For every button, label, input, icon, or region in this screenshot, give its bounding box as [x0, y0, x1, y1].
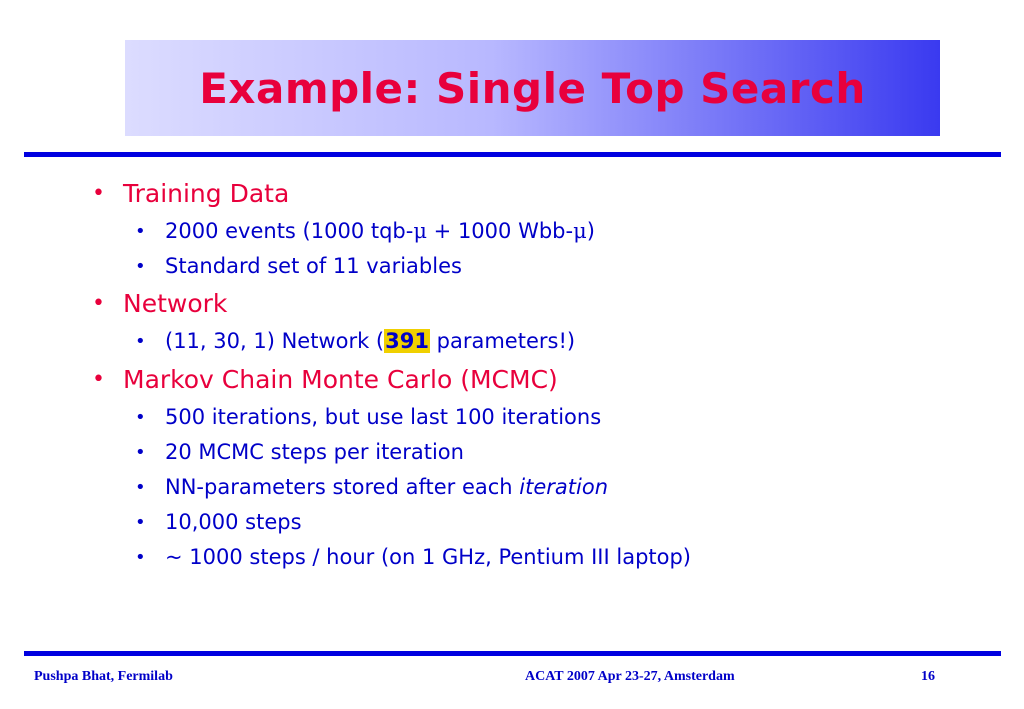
sub-bullet-variables	[135, 254, 462, 278]
bottom-divider	[24, 651, 1001, 656]
sub-bullet-iterations	[135, 405, 602, 429]
bullet-mcmc	[92, 365, 558, 394]
sub-bullet-text: )	[586, 219, 595, 243]
sub-bullet-text: ~ 1000 steps / hour (on 1 GHz, Pentium III laptop)	[165, 545, 692, 569]
bullet-dot-icon: •	[135, 256, 146, 277]
bullet-dot-icon: •	[92, 181, 105, 206]
footer-page-number: 16	[921, 669, 935, 684]
highlighted-number: 391	[385, 329, 429, 353]
bullet-dot-icon: •	[135, 331, 146, 352]
bullet-label: Network	[123, 289, 228, 318]
top-divider	[24, 152, 1001, 157]
sub-bullet-text: NN-parameters stored after each	[165, 475, 520, 499]
bullet-training-data	[92, 179, 290, 208]
sub-bullet-total-steps	[135, 510, 302, 534]
sub-bullet-text: 10,000 steps	[165, 510, 302, 534]
bullet-dot-icon: •	[135, 512, 146, 533]
sub-bullet-nn-parameters	[135, 475, 608, 499]
footer-event: ACAT 2007 Apr 23-27, Amsterdam	[525, 669, 735, 684]
sub-bullet-text: parameters!)	[429, 329, 576, 353]
sub-bullet-text: 500 iterations, but use last 100 iterations	[165, 405, 602, 429]
sub-bullet-text: + 1000 Wbb-	[427, 219, 574, 243]
bullet-label: Markov Chain Monte Carlo (MCMC)	[123, 365, 558, 394]
italic-word: iteration	[519, 475, 608, 499]
sub-bullet-text: (11, 30, 1) Network (	[165, 329, 385, 353]
footer-author: Pushpa Bhat, Fermilab	[34, 669, 173, 684]
bullet-dot-icon: •	[135, 407, 146, 428]
sub-bullet-text: 20 MCMC steps per iteration	[165, 440, 464, 464]
sub-bullet-text: 2000 events (1000 tqb-	[165, 219, 414, 243]
bullet-dot-icon: •	[135, 477, 146, 498]
mu-symbol: μ	[413, 219, 427, 243]
slide-title: Example: Single Top Search	[199, 63, 866, 113]
title-banner	[125, 40, 940, 136]
bullet-dot-icon: •	[135, 442, 146, 463]
bullet-dot-icon: •	[135, 547, 146, 568]
bullet-dot-icon: •	[92, 367, 105, 392]
mu-symbol: μ	[573, 219, 587, 243]
sub-bullet-steps-per-iteration	[135, 440, 464, 464]
bullet-dot-icon: •	[92, 291, 105, 316]
sub-bullet-network-size	[135, 329, 576, 353]
bullet-label: Training Data	[123, 179, 290, 208]
sub-bullet-steps-per-hour	[135, 545, 692, 569]
bullet-dot-icon: •	[135, 221, 146, 242]
sub-bullet-text: Standard set of 11 variables	[165, 254, 462, 278]
sub-bullet-events	[135, 219, 595, 243]
bullet-network	[92, 289, 228, 318]
